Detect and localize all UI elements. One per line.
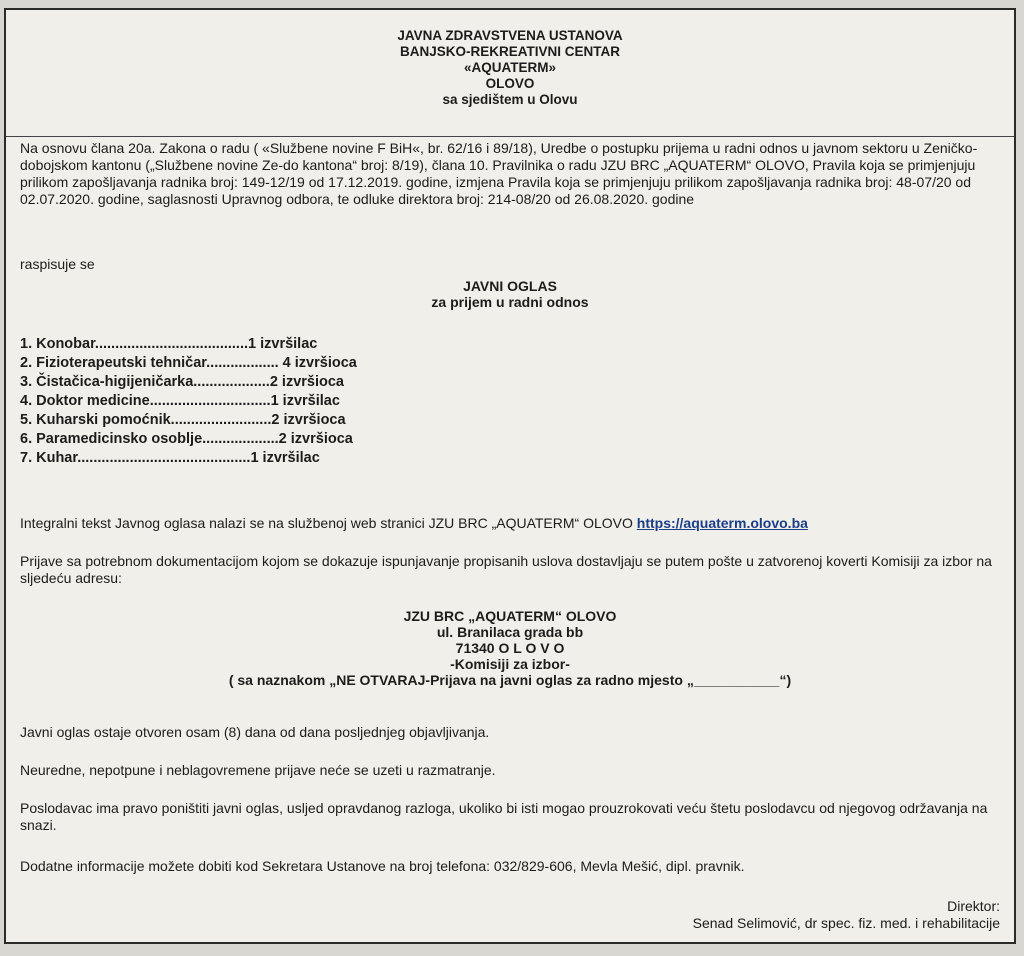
website-link[interactable]: https://aquaterm.olovo.ba	[636, 515, 808, 531]
address-line: ul. Branilaca grada bb	[436, 624, 584, 640]
address-line: JZU BRC „AQUATERM“ OLOVO	[403, 608, 617, 624]
position-item: 5. Kuharski pomoćnik.........................2 izvršioca	[20, 412, 346, 428]
ad-title	[6, 278, 1014, 310]
cancellation-paragraph: Poslodavac ima pravo poništiti javni oglas, usljed opravdanog razloga, ukoliko bi isti mogao prouzrokovati veću štetu poslodavcu od njegovog održavanja na snazi.	[20, 800, 988, 833]
website-text: Integralni tekst Javnog oglasa nalazi se na službenoj web stranici JZU BRC „AQUATERM“ OLOVO	[20, 515, 633, 531]
header-line: BANJSKO-REKREATIVNI CENTAR	[399, 44, 620, 59]
ad-title-subline: za prijem u radni odnos	[431, 294, 589, 310]
signature-name: Senad Selimović, dr spec. fiz. med. i rehabilitacije	[692, 915, 1000, 931]
position-item: 4. Doktor medicine..............................1 izvršilac	[20, 393, 340, 409]
address-line: -Komisiji za izbor-	[450, 656, 570, 672]
incomplete-applications-paragraph: Neuredne, nepotpune i neblagovremene prijave neće se uzeti u razmatranje.	[20, 762, 496, 778]
position-item: 1. Konobar......................................1 izvršilac	[20, 336, 318, 352]
header-line: sa sjedištem u Olovu	[442, 92, 578, 107]
position-item: 7. Kuhar...........................................1 izvršilac	[20, 450, 320, 466]
position-item: 6. Paramedicinsko osoblje...................2 izvršioca	[20, 431, 353, 447]
positions-list	[20, 335, 460, 468]
job-ad-box	[4, 8, 1016, 944]
position-item: 3. Čistačica-higijeničarka...................2 izvršioca	[20, 374, 344, 390]
contact-paragraph: Dodatne informacije možete dobiti kod Sekretara Ustanove na broj telefona: 032/829-606, Mevla Mešić, dipl. pravnik.	[20, 858, 745, 874]
address-line: ( sa naznakom „NE OTVARAJ-Prijava na javni oglas za radno mjesto „___________“)	[228, 672, 792, 688]
address-line: 71340 O L O V O	[455, 640, 565, 656]
header-divider	[6, 136, 1014, 137]
institution-header	[6, 28, 1014, 108]
website-paragraph	[20, 515, 1000, 532]
mailing-address	[6, 608, 1014, 688]
signature-block	[693, 898, 1000, 932]
application-paragraph: Prijave sa potrebnom dokumentacijom kojom se dokazuje ispunjavanje propisanih uslova dostavljaju se putem pošte u zatvorenoj koverti Komisiji za izbor na sljedeću adresu:	[20, 553, 992, 586]
open-period-paragraph: Javni oglas ostaje otvoren osam (8) dana od dana posljednjeg objavljivanja.	[20, 724, 490, 740]
header-line: JAVNA ZDRAVSTVENA USTANOVA	[397, 28, 623, 43]
position-item: 2. Fizioterapeutski tehničar.................. 4 izvršioca	[20, 355, 357, 371]
header-line: «AQUATERM»	[463, 60, 556, 75]
legal-basis-paragraph: Na osnovu člana 20a. Zakona o radu ( «Službene novine F BiH«, br. 62/16 i 89/18), Uredbe o postupku prijema u radni odnos u javnom sektoru u Zeničko-dobojskom kantonu („Službene novine Ze-do kantona“ broj: 8/19), člana 10. Pravilnika o radu JZU BRC „AQUATERM“ OLOVO, Pravila koja se primjenjuju prilikom zapošljavanja radnika broj: 149-12/19 od 17.12.2019. godine, izmjena Pravila koja se primjenjuju prilikom zapošljavanja radnika broj: 48-07/20 od 02.07.2020. godine, saglasnosti Upravnog odbora, te odluke direktora broj: 214-08/20 od 26.08.2020. godine	[20, 140, 978, 207]
ad-title-line: JAVNI OGLAS	[463, 278, 557, 294]
header-line: OLOVO	[485, 76, 535, 91]
signature-role: Direktor:	[947, 898, 1000, 914]
announcement-intro: raspisuje se	[20, 256, 95, 272]
